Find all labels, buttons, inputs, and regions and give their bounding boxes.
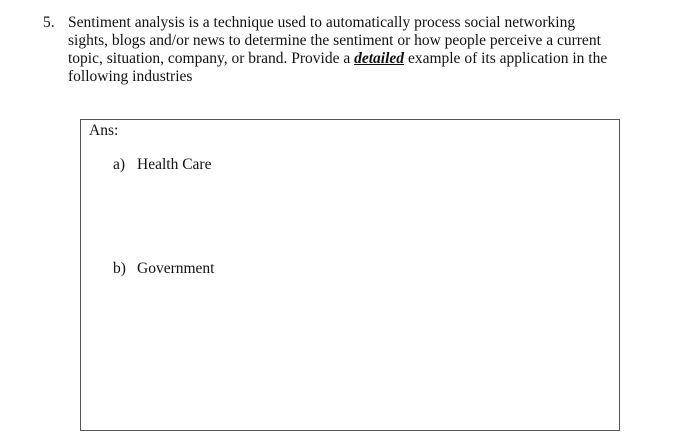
answer-item-health-care — [113, 156, 211, 174]
answer-item-government — [113, 260, 214, 278]
question-line-end: example of its application in the — [404, 50, 608, 67]
item-label: Government — [137, 260, 215, 277]
question-line: sights, blogs and/or news to determine the sentiment or how people perceive a current — [68, 32, 601, 49]
emphasized-word: detailed — [354, 50, 405, 67]
answer-label: Ans: — [89, 122, 119, 139]
question-text — [68, 14, 653, 86]
question-line: following industries — [68, 68, 193, 85]
question-line — [68, 50, 653, 68]
question-line: Sentiment analysis is a technique used to automatically process social networking — [68, 14, 576, 31]
item-marker: b) — [113, 260, 126, 277]
question-line-start: topic, situation, company, or brand. Provide a — [68, 50, 355, 67]
item-label: Health Care — [137, 156, 212, 173]
item-marker: a) — [113, 156, 126, 173]
question-number: 5. — [43, 14, 55, 31]
answer-box[interactable] — [80, 119, 620, 431]
